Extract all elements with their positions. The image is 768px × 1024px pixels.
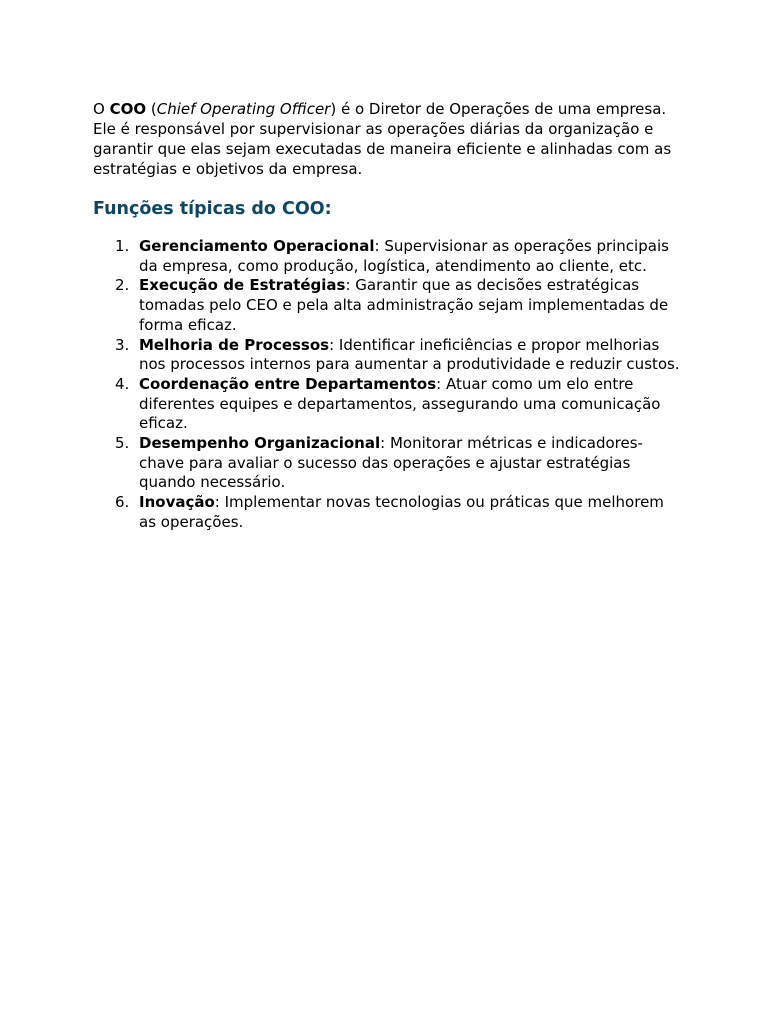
intro-open-paren: ( [146, 100, 157, 118]
list-item-text: : Identificar ineficiências e propor melhorias nos processos internos para aumentar a produtividade e reduzir custos. [139, 335, 680, 374]
intro-coo-abbreviation: COO [109, 100, 147, 118]
list-item-number: 3. [115, 335, 130, 354]
list-item [93, 276, 683, 335]
list-item [93, 493, 683, 532]
list-item-text: : Monitorar métricas e indicadores-chave para avaliar o sucesso das operações e ajustar estratégias quando necessário. [139, 434, 643, 492]
list-item [93, 237, 683, 276]
list-item [93, 336, 683, 375]
list-item-title: Gerenciamento Operacional [139, 237, 375, 255]
list-item-title: Coordenação entre Departamentos [139, 374, 437, 393]
intro-prefix: O [93, 100, 110, 118]
intro-paragraph [93, 99, 683, 179]
list-item-text: : Atuar como um elo entre diferentes equipes e departamentos, assegurando uma comunicação eficaz. [139, 374, 661, 433]
intro-coo-full-name: Chief Operating Officer [156, 100, 331, 118]
list-item-text: : Garantir que as decisões estratégicas tomadas pelo CEO e pela alta administração sejam implementadas de forma eficaz. [139, 276, 669, 334]
list-item-title: Melhoria de Processos [139, 335, 330, 354]
list-item-number: 5. [115, 434, 130, 453]
list-item-number: 1. [115, 237, 130, 255]
intro-description: ) é o Diretor de Operações de uma empresa. Ele é responsável por supervisionar as operações diárias da organização e garantir que elas sejam executadas de maneira eficiente e alinhadas com as estratégias e objetivos da empresa. [93, 100, 672, 178]
list-item-text: : Implementar novas tecnologias ou práticas que melhorem as operações. [139, 493, 664, 531]
list-item-number: 6. [115, 493, 130, 512]
list-item-number: 2. [115, 276, 130, 295]
functions-list [93, 237, 683, 533]
document-page [93, 99, 683, 533]
list-item-title: Desempenho Organizacional [139, 434, 381, 453]
list-item-text: : Supervisionar as operações principais da empresa, como produção, logística, atendimento ao cliente, etc. [139, 237, 669, 275]
list-item-title: Inovação [139, 493, 215, 512]
list-item [93, 375, 683, 434]
list-item-number: 4. [115, 374, 130, 393]
list-item-title: Execução de Estratégias [139, 276, 346, 295]
section-heading: Funções típicas do COO: [93, 199, 332, 219]
list-item [93, 434, 683, 493]
